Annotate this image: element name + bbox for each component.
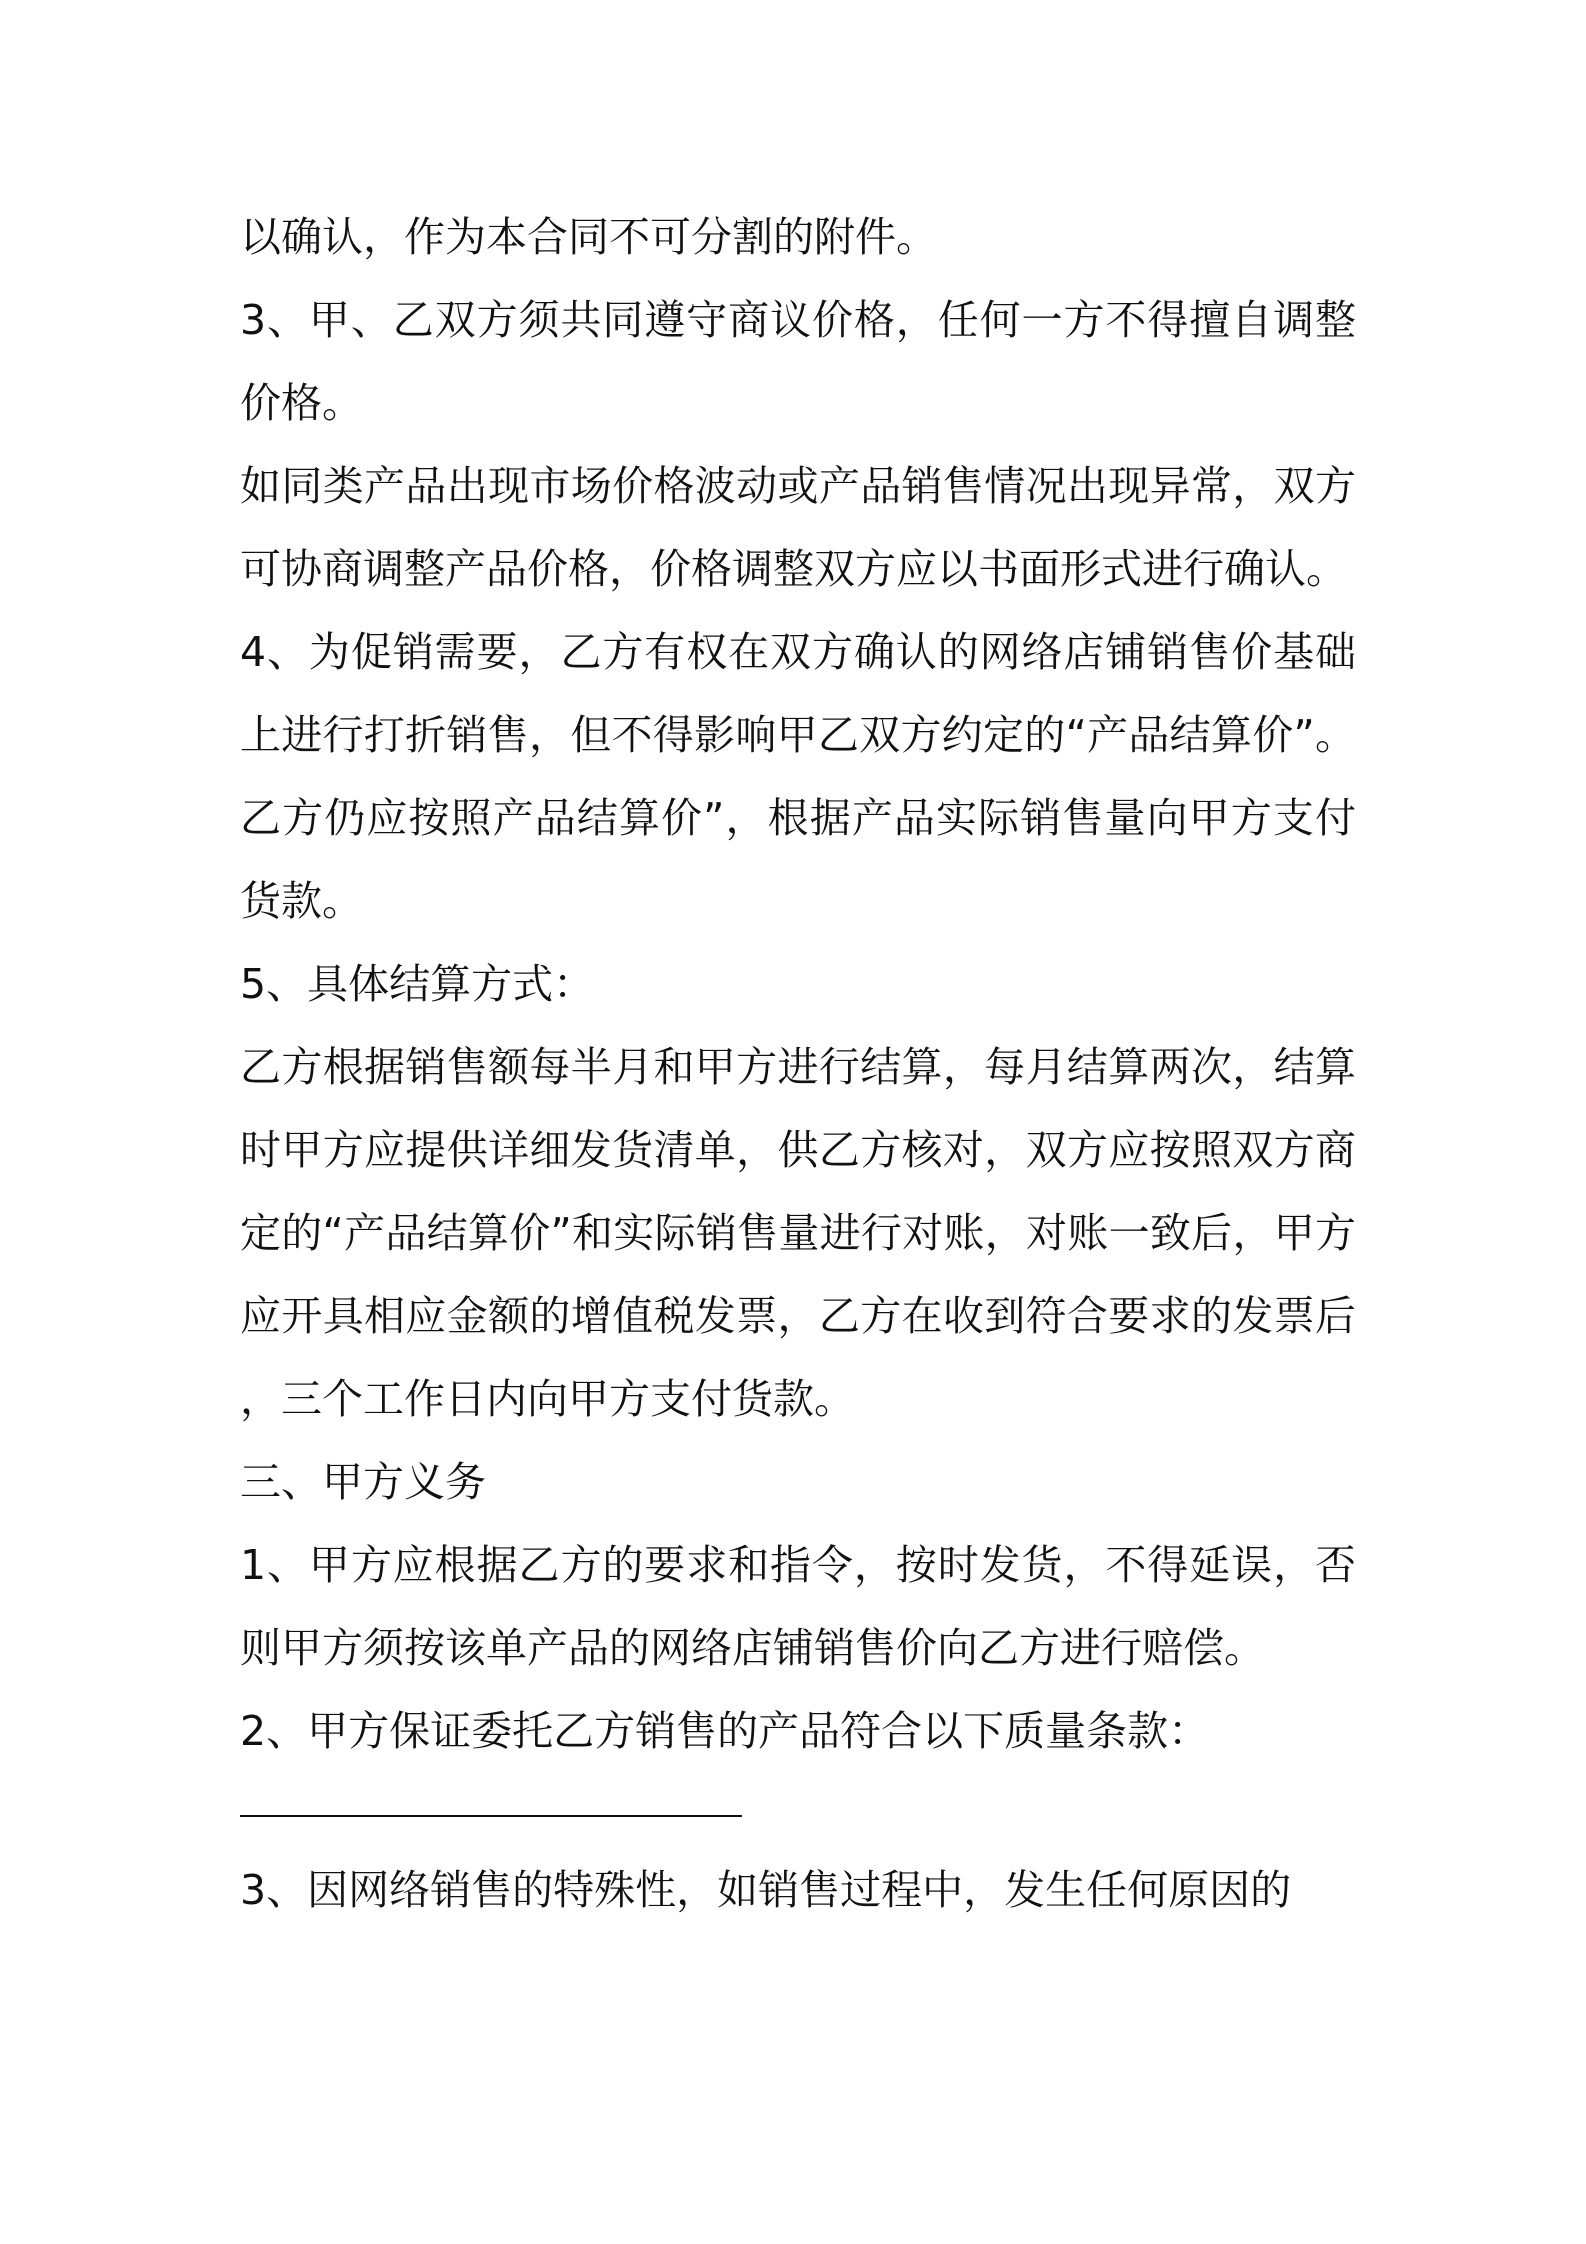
fill-in-blank-line [240, 1773, 1356, 1849]
paragraph-obligation-2-quality: 2、甲方保证委托乙方销售的产品符合以下质量条款： [240, 1707, 1210, 1755]
paragraph-attachment-confirm: 以确认，作为本合同不可分割的附件。 [240, 213, 937, 261]
section-heading-party-a-obligations: 三、甲方义务 [240, 1458, 486, 1506]
paragraph-clause-3-price: 3、甲、乙双方须共同遵守商议价格，任何一方不得擅自调整价格。 [240, 296, 1356, 427]
paragraph-obligation-3-online-sales: 3、因网络销售的特殊性，如销售过程中，发生任何原因的 [240, 1866, 1292, 1914]
paragraph-price-adjustment: 如同类产品出现市场价格波动或产品销售情况出现异常，双方可协商调整产品价格，价格调整双方应以书面形式进行确认。 [240, 462, 1356, 593]
document-page [240, 196, 1356, 1932]
paragraph-clause-4-promotion: 4、为促销需要，乙方有权在双方确认的网络店铺销售价基础上进行打折销售，但不得影响甲乙双方约定的“产品结算价”。乙方仍应按照产品结算价”，根据产品实际销售量向甲方支付货款。 [240, 628, 1356, 925]
paragraph-clause-5-heading: 5、具体结算方式： [240, 960, 595, 1008]
paragraph-obligation-1-shipping: 1、甲方应根据乙方的要求和指令，按时发货，不得延误，否则甲方须按该单产品的网络店铺销售价向乙方进行赔偿。 [240, 1541, 1356, 1672]
blank-underline [240, 1815, 742, 1817]
paragraph-settlement-details: 乙方根据销售额每半月和甲方进行结算，每月结算两次，结算时甲方应提供详细发货清单，供乙方核对，双方应按照双方商定的“产品结算价”和实际销售量进行对账，对账一致后，甲方应开具相应金额的增值税发票，乙方在收到符合要求的发票后，三个工作日内向甲方支付货款。 [240, 1043, 1356, 1423]
